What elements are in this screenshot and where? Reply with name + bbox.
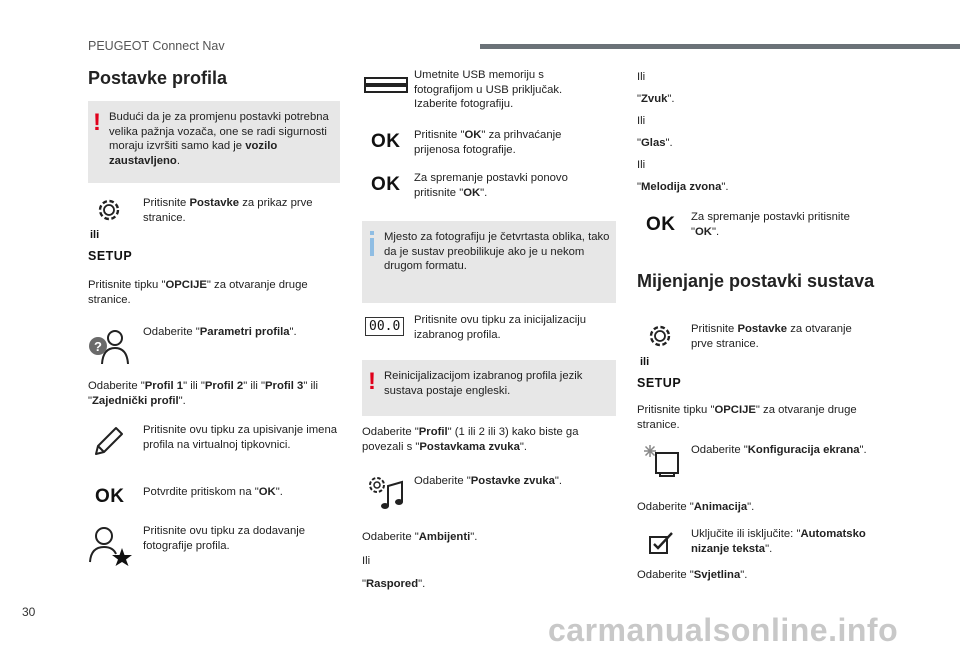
info-note-text: Mjesto za fotografiju je četvrtasta oblika, tako da je sustav preobilikuje ako je u nekom drugom formatu. bbox=[384, 231, 610, 273]
name-step-text: Pritisnite ovu tipku za upisivanje imena profila na virtualnoj tipkovnici. bbox=[143, 424, 338, 451]
gear-icon bbox=[94, 195, 124, 225]
ambient-text: Odaberite "Ambijenti". bbox=[362, 531, 478, 543]
section-heading-system: Mijenjanje postavki sustava bbox=[637, 271, 875, 291]
info-box bbox=[362, 221, 616, 303]
warning-box bbox=[88, 101, 340, 183]
profile-select-text: Odaberite "Profil 1" ili "Profil 2" ili "Profil 3" ili "Zajednički profil". bbox=[88, 380, 318, 407]
pencil-icon bbox=[92, 424, 124, 458]
header-bar bbox=[480, 44, 960, 49]
confirm-step-text: Potvrdite pritiskom na "OK". bbox=[143, 486, 283, 498]
sound-settings-icon bbox=[366, 474, 406, 512]
settings-step-text: Pritisnite Postavke za prikaz prve stranice. bbox=[143, 197, 313, 224]
glas-text: "Glas". bbox=[637, 137, 673, 149]
usb-icon bbox=[364, 77, 408, 93]
info-icon-dot bbox=[370, 231, 374, 235]
save-step-text: Za spremanje postavki ponovo pritisnite "OK". bbox=[414, 172, 568, 199]
profile-photo-icon bbox=[86, 524, 134, 566]
toggle-step-text: Uključite ili isključite: "Automatsko nizanje teksta". bbox=[691, 528, 866, 555]
ili-text: Ili bbox=[362, 555, 371, 567]
ili-label: ili bbox=[640, 356, 650, 368]
ok-icon: OK bbox=[646, 214, 676, 235]
settings-step-text: Pritisnite Postavke za otvaranje prve stranice. bbox=[691, 323, 852, 350]
options-text: Pritisnite tipku "OPCIJE" za otvaranje druge stranice. bbox=[637, 404, 857, 431]
warning-icon: ! bbox=[93, 109, 101, 136]
svg-text:?: ? bbox=[94, 339, 102, 354]
options-text: Pritisnite tipku "OPCIJE" za otvaranje druge stranice. bbox=[88, 279, 308, 306]
svjetlina-text: Odaberite "Svjetlina". bbox=[637, 569, 748, 581]
page-number: 30 bbox=[22, 605, 36, 619]
ok-icon: OK bbox=[371, 174, 401, 195]
reset-step-text: Pritisnite ovu tipku za inicijalizaciju izabranog profila. bbox=[414, 314, 587, 341]
raspored-text: "Raspored". bbox=[362, 578, 426, 590]
reset-warning-text: Reinicijalizacijom izabranog profila jezik sustava postaje engleski. bbox=[384, 370, 583, 397]
usb-step-text: Umetnite USB memoriju s fotografijom u USB priključak. Izaberite fotografiju. bbox=[414, 69, 563, 111]
setup-label: SETUP bbox=[88, 249, 133, 263]
ok-icon: OK bbox=[95, 486, 125, 507]
warning-box bbox=[362, 360, 616, 416]
ok-icon: OK bbox=[371, 131, 401, 152]
profile-question-icon bbox=[86, 326, 130, 366]
melodija-text: "Melodija zvona". bbox=[637, 181, 729, 193]
warning-text: Budući da je za promjenu postavki potrebna velika pažnja vozača, one se radi sigurnosti moraju izvršiti samo kad je vozilo zaustavljeno. bbox=[109, 111, 329, 167]
setup-label: SETUP bbox=[637, 376, 682, 390]
warning-icon: ! bbox=[368, 368, 376, 395]
profile-link-text: Odaberite "Profil" (1 ili 2 ili 3) kako biste ga povezali s "Postavkama zvuka". bbox=[362, 426, 579, 453]
watermark: carmanualsonline.info bbox=[548, 612, 899, 648]
document-header: PEUGEOT Connect Nav bbox=[88, 39, 225, 53]
profile-params-text: Odaberite "Parametri profila". bbox=[143, 326, 297, 338]
ili-text: Ili bbox=[637, 159, 646, 171]
sound-settings-text: Odaberite "Postavke zvuka". bbox=[414, 475, 563, 487]
checkbox-icon bbox=[648, 531, 674, 555]
zvuk-text: "Zvuk". bbox=[637, 93, 675, 105]
gear-icon bbox=[645, 321, 675, 351]
screen-config-text: Odaberite "Konfiguracija ekrana". bbox=[691, 444, 867, 456]
info-icon-bar bbox=[370, 238, 374, 256]
ili-text: Ili bbox=[637, 115, 646, 127]
counter-icon: 00.0 bbox=[365, 317, 404, 336]
photo-step-text: Pritisnite ovu tipku za dodavanje fotografije profila. bbox=[143, 525, 306, 552]
section-heading-profile: Postavke profila bbox=[88, 68, 228, 88]
ili-text: Ili bbox=[637, 71, 646, 83]
screen-config-icon bbox=[642, 443, 682, 479]
animacija-text: Odaberite "Animacija". bbox=[637, 501, 755, 513]
accept-step-text: Pritisnite "OK" za prihvaćanje prijenosa fotografije. bbox=[414, 129, 562, 156]
ili-label: ili bbox=[90, 229, 100, 241]
save-step-text: Za spremanje postavki pritisnite "OK". bbox=[691, 211, 850, 238]
